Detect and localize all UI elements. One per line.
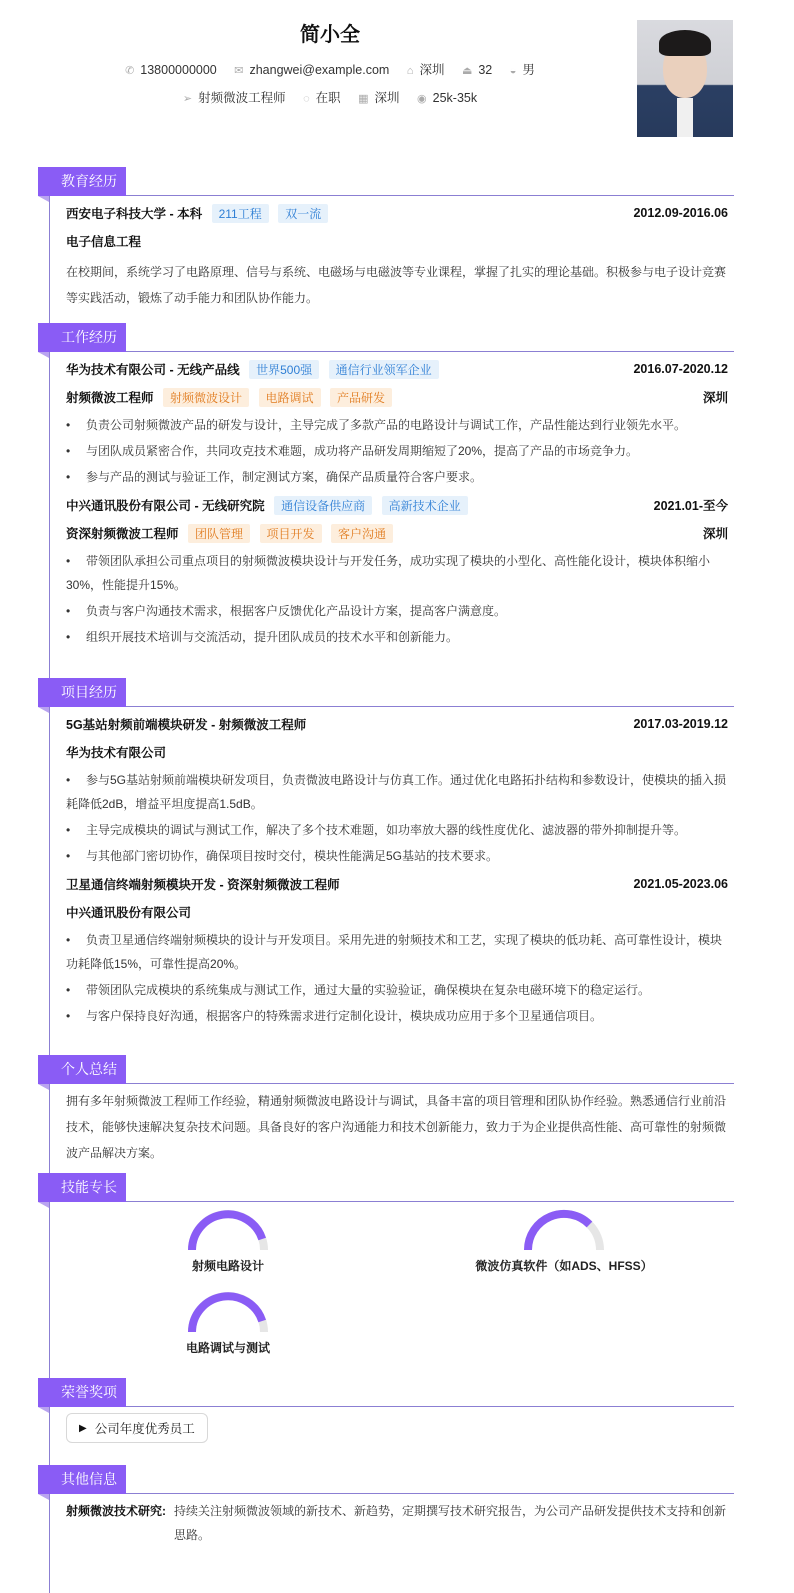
project-bullet: • 与客户保持良好沟通，根据客户的特殊需求进行定制化设计，模块成功应用于多个卫星通信项目。 [66,1004,728,1028]
company-tag: 高新技术企业 [382,496,468,515]
project-bullet: • 与其他部门密切协作，确保项目按时交付，模块性能满足5G基站的技术要求。 [66,844,728,868]
project-date: 2017.03-2019.12 [633,717,728,731]
section-divider [126,195,734,196]
role-tag: 电路调试 [259,388,321,407]
section-divider [126,1201,734,1202]
project-company: 华为技术有限公司 [66,746,167,760]
project-bullet: • 参与5G基站射频前端模块研发项目，负责微波电路设计与仿真工作。通过优化电路拓扑结构和参数设计，使模块的插入损耗降低2dB，增益平坦度提高1.5dB。 [66,768,728,816]
section-divider [126,706,734,707]
role-tag: 团队管理 [188,524,250,543]
major: 电子信息工程 [66,235,142,249]
phone: ✆ 13800000000 [125,63,217,77]
role-tag: 射频微波设计 [163,388,249,407]
award-item[interactable] [66,1413,208,1443]
section-title: 工作经历 [38,323,126,352]
job-role: 资深射频微波工程师 [66,526,179,541]
age: ⏏ 32 [461,63,493,77]
phone-icon: ✆ [125,65,135,77]
resume-header [0,0,794,150]
target-position: ➢ 射频微波工程师 [182,91,286,105]
work-item [66,355,728,489]
other-info-value: 持续关注射频微波领域的新技术、新趋势，定期撰写技术研究报告，为公司产品研发提供技术支持和创新思路。 [174,1504,727,1542]
section-title: 其他信息 [38,1465,126,1494]
education-description: 在校期间，系统学习了电路原理、信号与系统、电磁场与电磁波等专业课程，掌握了扎实的理论基础。积极参与电子设计竞赛等实践活动，锻炼了动手能力和团队协作能力。 [66,265,727,305]
company-tag: 世界500强 [249,360,319,379]
project-name: 5G基站射频前端模块研发 - 射频微波工程师 [66,718,307,732]
company-tag: 通信行业领军企业 [329,360,439,379]
section-title: 个人总结 [38,1055,126,1084]
gender: ◒ 男 [509,63,535,77]
project-date: 2021.05-2023.06 [633,877,728,891]
school-tag: 211工程 [212,204,269,223]
skill-item [128,1209,328,1274]
role-tag: 产品研发 [330,388,392,407]
work-bullet: • 与团队成员紧密合作，共同攻克技术难题，成功将产品研发周期缩短了20%，提高了产品的市场竞争力。 [66,439,728,463]
work-bullet: • 组织开展技术培训与交流活动，提升团队成员的技术水平和创新能力。 [66,625,728,649]
expand-triangle-icon: ▶ [79,1422,87,1434]
work-location: 深圳 [702,391,728,405]
salary-icon: ◉ [417,93,427,105]
candidate-name: 简小全 [300,24,360,46]
project-bullet: • 主导完成模块的调试与测试工作，解决了多个技术难题，如功率放大器的线性度优化、滤波器的带外抑制提升等。 [66,818,728,842]
project-bullet: • 带领团队完成模块的系统集成与测试工作，通过大量的实验验证，确保模块在复杂电磁环境下的稳定运行。 [66,978,728,1002]
status-icon: ◌ [303,93,310,105]
hometown: ⌂ 深圳 [406,63,445,77]
building-icon: ▦ [358,93,369,105]
section-divider [126,1406,734,1407]
job-intent-row [0,88,660,106]
work-date: 2021.01-至今 [653,499,728,513]
skill-item [128,1291,328,1356]
target-city: ▦ 深圳 [358,91,400,105]
award-name: 公司年度优秀员工 [94,1422,195,1436]
contact-row [0,60,660,78]
section-divider [126,1493,734,1494]
section-title: 教育经历 [38,167,126,196]
email: ✉ zhangwei@example.com [234,63,390,77]
work-date: 2016.07-2020.12 [633,362,728,376]
skill-name: 射频电路设计 [191,1259,264,1273]
skill-item [464,1209,664,1274]
education-date: 2012.09-2016.06 [633,206,728,220]
school-tag: 双一流 [278,204,328,223]
mail-icon: ✉ [234,65,244,77]
job-role: 射频微波工程师 [66,390,154,405]
other-info-item [66,1499,728,1547]
section-title: 荣誉奖项 [38,1378,126,1407]
role-tag: 客户沟通 [331,524,393,543]
school-name: 西安电子科技大学 - 本科 [66,206,203,221]
skill-gauge-icon [187,1291,269,1333]
send-icon: ➢ [182,93,193,105]
work-bullet: • 负责公司射频微波产品的研发与设计，主导完成了多款产品的电路设计与调试工作，产品性能达到行业领先水平。 [66,413,728,437]
summary-text: 拥有多年射频微波工程师工作经验，精通射频微波电路设计与调试，具备丰富的项目管理和团队协作经验。熟悉通信行业前沿技术，能够快速解决复杂技术问题。具备良好的客户沟通能力和技术创新能力，致力于为企业提供高性能、高可靠性的射频微波产品解决方案。 [66,1094,727,1160]
project-company: 中兴通讯股份有限公司 [66,906,192,920]
skill-name: 电路调试与测试 [185,1341,270,1355]
work-bullet: • 参与产品的测试与验证工作，制定测试方案，确保产品质量符合客户要求。 [66,465,728,489]
expected-salary: ◉ 25k-35k [417,91,478,105]
age-icon: ⏏ [461,65,473,77]
skill-name: 微波仿真软件（如ADS、HFSS） [475,1259,653,1273]
section-divider [126,1083,734,1084]
skill-gauge-icon [187,1209,269,1251]
project-item [66,710,728,868]
section-title: 项目经历 [38,678,126,707]
gender-icon: ◒ [509,65,517,77]
work-bullet: • 带领团队承担公司重点项目的射频微波模块设计与开发任务，成功实现了模块的小型化、高性能化设计，模块体积缩小30%，性能提升15%。 [66,549,728,597]
project-name: 卫星通信终端射频模块开发 - 资深射频微波工程师 [66,878,340,892]
section-divider [126,351,734,352]
work-bullet: • 负责与客户沟通技术需求，根据客户反馈优化产品设计方案，提高客户满意度。 [66,599,728,623]
work-location: 深圳 [702,527,728,541]
profile-photo [637,20,733,137]
company-name: 华为技术有限公司 - 无线产品线 [66,362,240,377]
project-item [66,870,728,1028]
section-title: 技能专长 [38,1173,126,1202]
skill-gauge-icon [523,1209,605,1251]
company-tag: 通信设备供应商 [274,496,372,515]
company-name: 中兴通讯股份有限公司 - 无线研究院 [66,498,265,513]
role-tag: 项目开发 [260,524,322,543]
employment-status: ◌ 在职 [303,91,341,105]
work-item [66,491,728,649]
other-info-label: 射频微波技术研究: [66,1504,166,1518]
project-bullet: • 负责卫星通信终端射频模块的设计与开发项目。采用先进的射频技术和工艺，实现了模块的低功耗、高可靠性设计，模块功耗降低15%，可靠性提高20%。 [66,928,728,976]
home-icon: ⌂ [406,65,414,77]
